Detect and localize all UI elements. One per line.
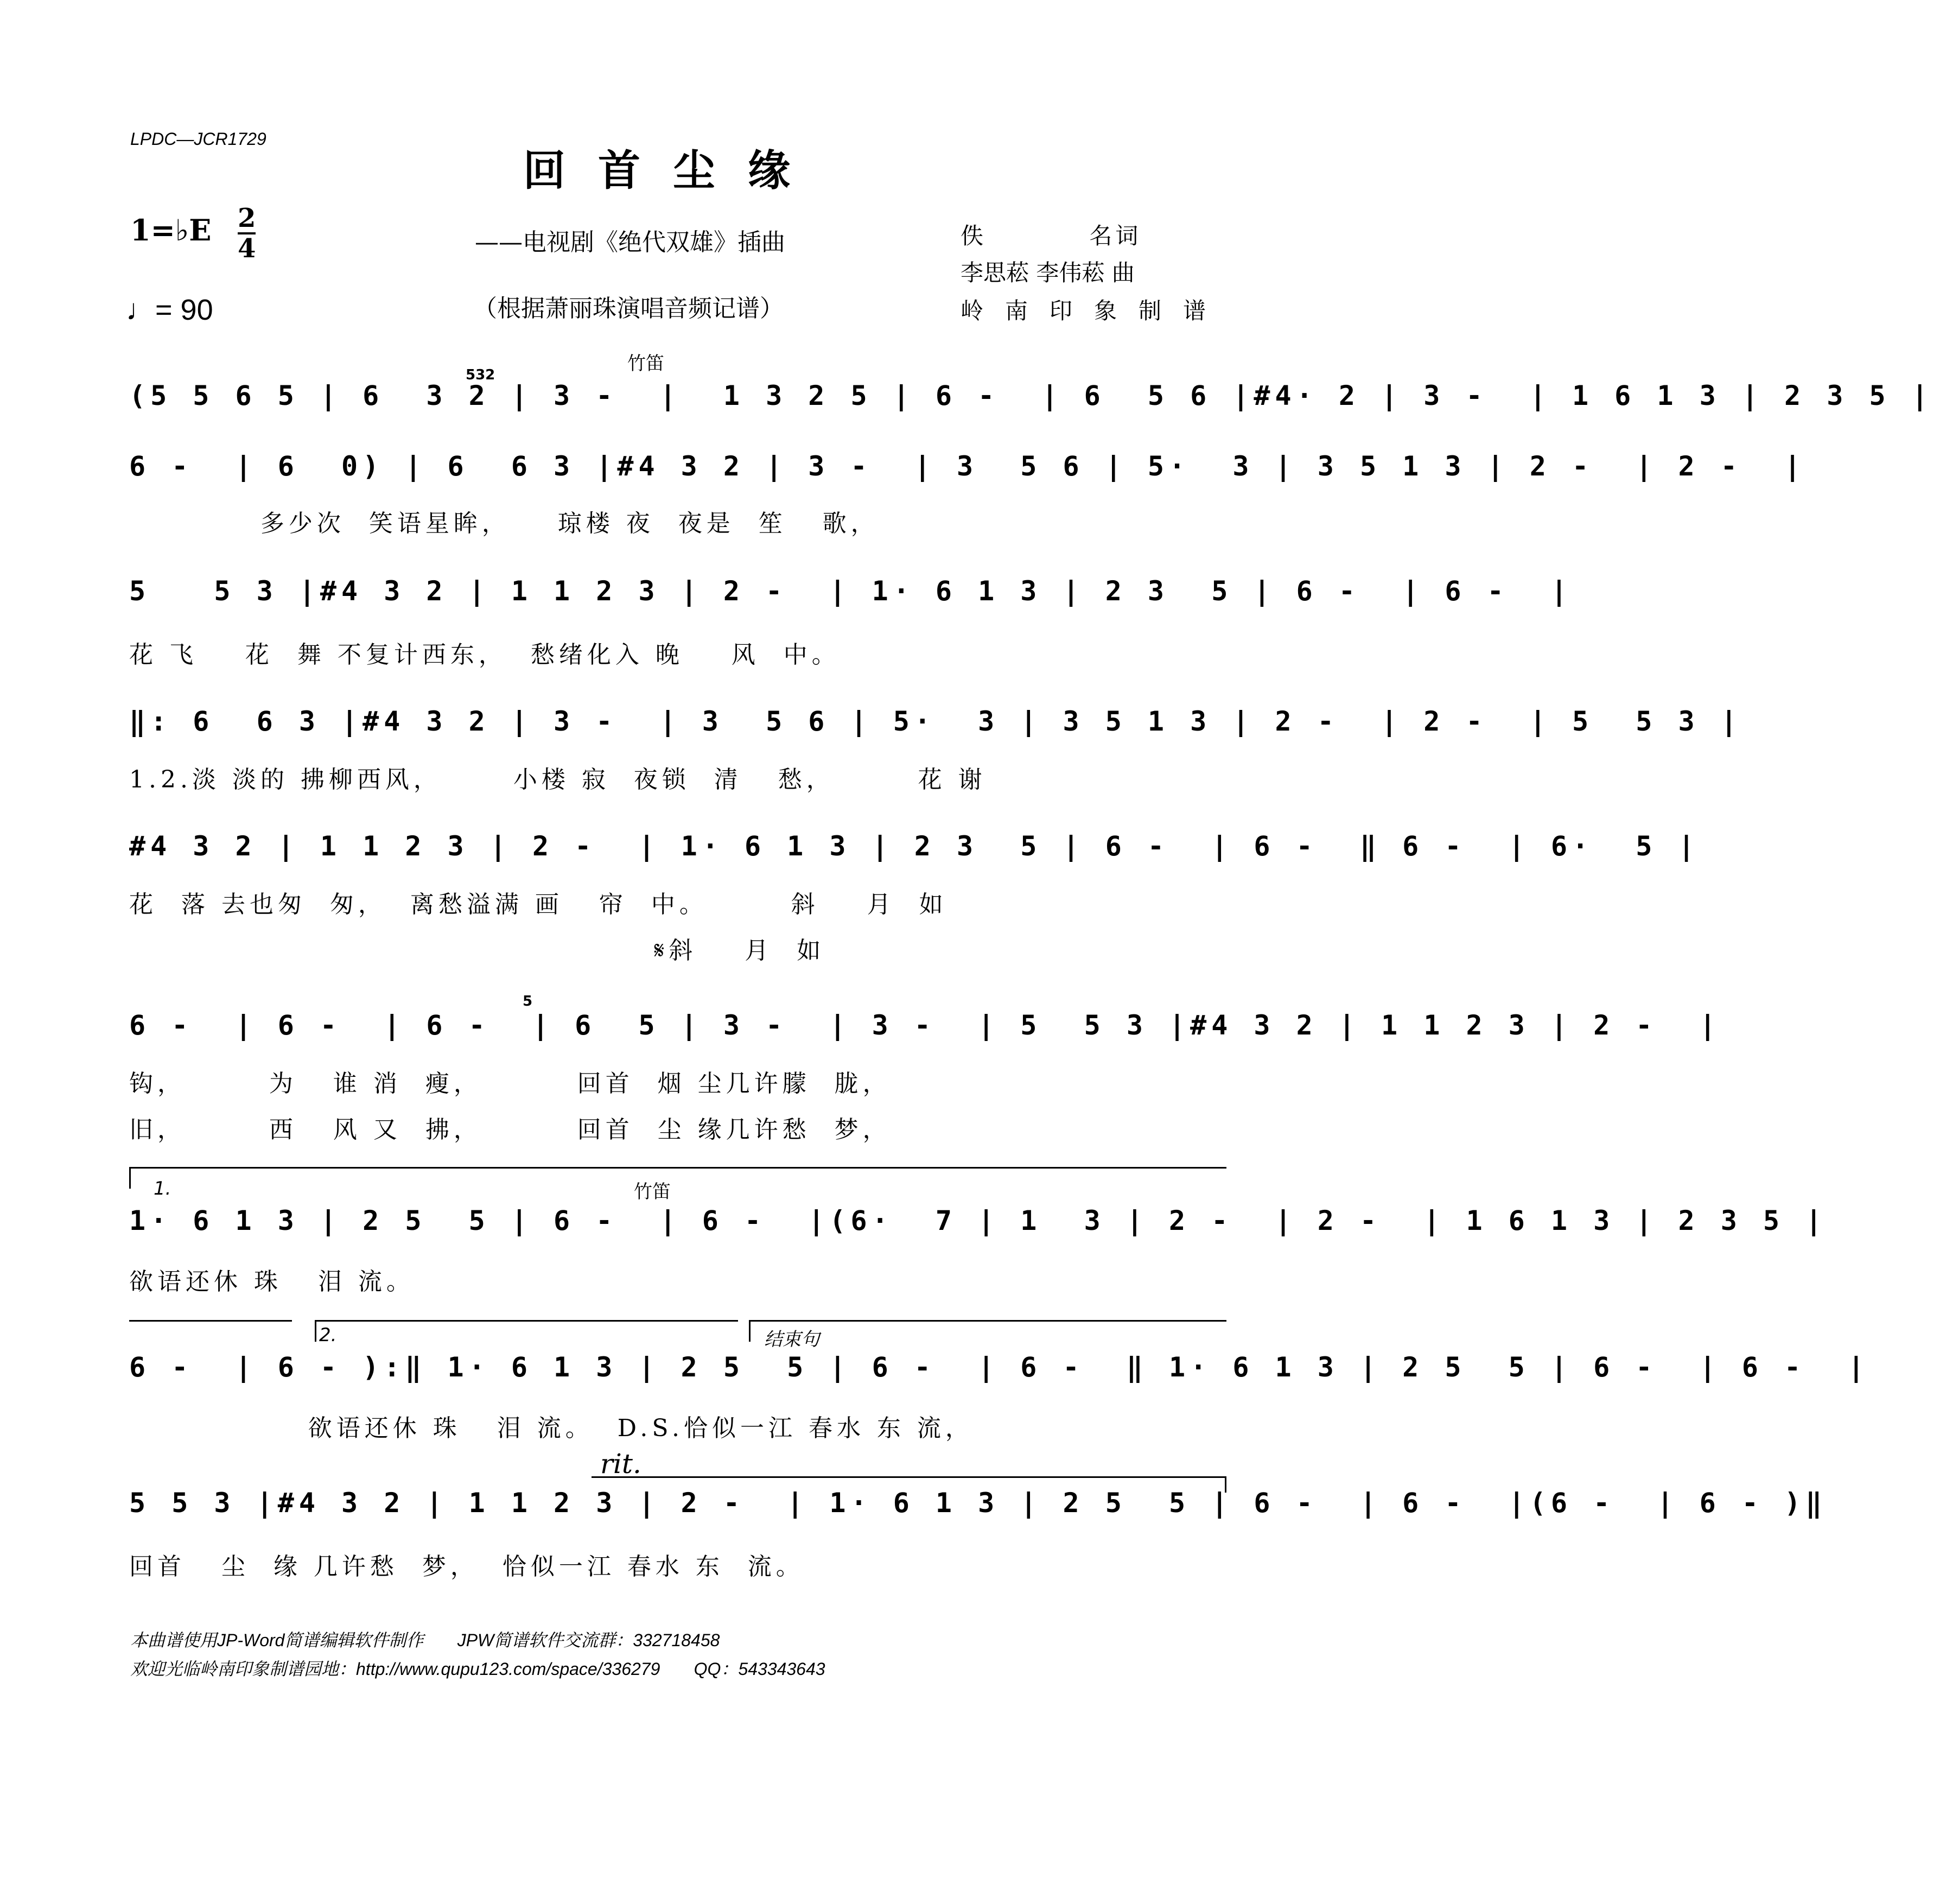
notation-line: 1· 6 1 3 | 2 5 5 | 6 - | 6 - |(6· 7 | 1 3 | 2 - | 2 - | 1 6 1 3 | 2 3 5 | [129, 1205, 1827, 1236]
catalog-number: LPDC—JCR1729 [130, 129, 266, 149]
lyrics-line: 多少次 笑语星眸， 琼楼 夜 夜是 笙 歌， [129, 510, 879, 537]
notation-line: #4 3 2 | 1 1 2 3 | 2 - | 1· 6 1 3 | 2 3 5 | 6 - | 6 - ‖ 6 - | 6· 5 | [129, 830, 1700, 862]
volta-bracket-1 [129, 1167, 1226, 1169]
ritardando-marking: rit. [600, 1448, 641, 1480]
first-ending-label: 1. [154, 1178, 171, 1199]
volta-bracket-1-tick [129, 1167, 131, 1189]
composer-credit: 李思菘 李伟菘 曲 [961, 259, 1135, 286]
meter-top: 2 [238, 203, 256, 233]
volta-bracket-2 [315, 1320, 738, 1322]
lyrics-line-2: 旧， 西 风 又 拂， 回首 尘 缘几许愁 梦， [129, 1116, 891, 1144]
footer-website-note: 欢迎光临岭南印象制谱园地：http://www.qupu123.com/space/336279 QQ：543343643 [130, 1659, 825, 1679]
footer-software-note: 本曲谱使用JP-Word简谱编辑软件制作 JPW简谱软件交流群：332718458 [130, 1630, 720, 1650]
ritardando-line [592, 1476, 1226, 1478]
coda-bracket-tick [749, 1320, 751, 1342]
time-signature [238, 205, 256, 262]
coda-label: 结束句 [764, 1329, 819, 1350]
notation-line: 6 - | 6 0) | 6 6 3 |#4 3 2 | 3 - | 3 5 6 | 5· 3 | 3 5 1 3 | 2 - | 2 - | [129, 450, 1806, 482]
instrument-label: 竹笛 [627, 353, 664, 375]
key-signature: 1=♭E [130, 213, 212, 247]
meter-bottom: 4 [238, 233, 256, 264]
lyrics-line: 钩， 为 谁 消 瘦， 回首 烟 尘几许朦 胧， [129, 1070, 891, 1097]
tempo-marking: ♩= 90 [126, 294, 213, 326]
notation-line: 5 5 3 |#4 3 2 | 1 1 2 3 | 2 - | 1· 6 1 3 | 2 3 5 | 6 - | 6 - | [129, 575, 1572, 607]
lyrics-line: 花 落 去也匆 匆， 离愁溢满 画 帘 中。 斜 月 如 [129, 891, 948, 918]
lyrics-line: 回首 尘 缘 几许愁 梦， 恰似一江 春水 东 流。 [129, 1553, 804, 1581]
notation-line: (5 5 6 5 | 6 3 2 | 3 - | 1 3 2 5 | 6 - | 6 5 6 |#4· 2 | 3 - | 1 6 1 3 | 2 3 5 | [129, 380, 1933, 411]
lyrics-line: 花 飞 花 舞 不复计西东， 愁绪化入 晚 风 中。 [129, 641, 840, 669]
notation-line: 6 - | 6 - ):‖ 1· 6 1 3 | 2 5 5 | 6 - | 6 - ‖ 1· 6 1 3 | 2 5 5 | 6 - | 6 - | [129, 1351, 1870, 1383]
lyrics-line: 欲语还休 珠 泪 流。 D.S.恰似一江 春水 东 流， [129, 1414, 974, 1442]
instrument-label: 竹笛 [634, 1181, 671, 1203]
notation-line: 5 5 3 |#4 3 2 | 1 1 2 3 | 2 - | 1· 6 1 3 | 2 5 5 | 6 - | 6 - |(6 - | 6 - )‖ [129, 1487, 1827, 1519]
notation-line: 6 - | 6 - | 6 - | 6 5 | 3 - | 3 - | 5 5 3 |#4 3 2 | 1 1 2 3 | 2 - | [129, 1010, 1721, 1041]
grace-notes: 532 [466, 367, 495, 383]
notator-credit: 岭南印象制谱 [961, 297, 1228, 324]
transcription-source: （根据萧丽珠演唱音频记谱） [473, 295, 784, 322]
song-title: 回首尘缘 [523, 146, 823, 195]
lyrics-line: 1.2.淡 淡的 拂柳西风， 小楼 寂 夜锁 清 愁， 花 谢 [129, 766, 987, 794]
coda-bracket [749, 1320, 1226, 1322]
second-ending-label: 2. [319, 1324, 337, 1346]
subtitle: ——电视剧《绝代双雄》插曲 [475, 229, 785, 256]
grace-note: 5 [523, 993, 533, 1010]
notation-line: ‖: 6 6 3 |#4 3 2 | 3 - | 3 5 6 | 5· 3 | 3 5 1 3 | 2 - | 2 - | 5 5 3 | [129, 706, 1742, 737]
lyrics-line-2: 𝄋斜 月 如 [129, 937, 825, 964]
lyricist-credit: 佚 名词 [961, 223, 1142, 249]
ending-bracket-continuation [129, 1320, 292, 1322]
volta-bracket-2-tick [315, 1320, 316, 1342]
lyrics-line: 欲语还休 珠 泪 流。 [129, 1268, 415, 1296]
